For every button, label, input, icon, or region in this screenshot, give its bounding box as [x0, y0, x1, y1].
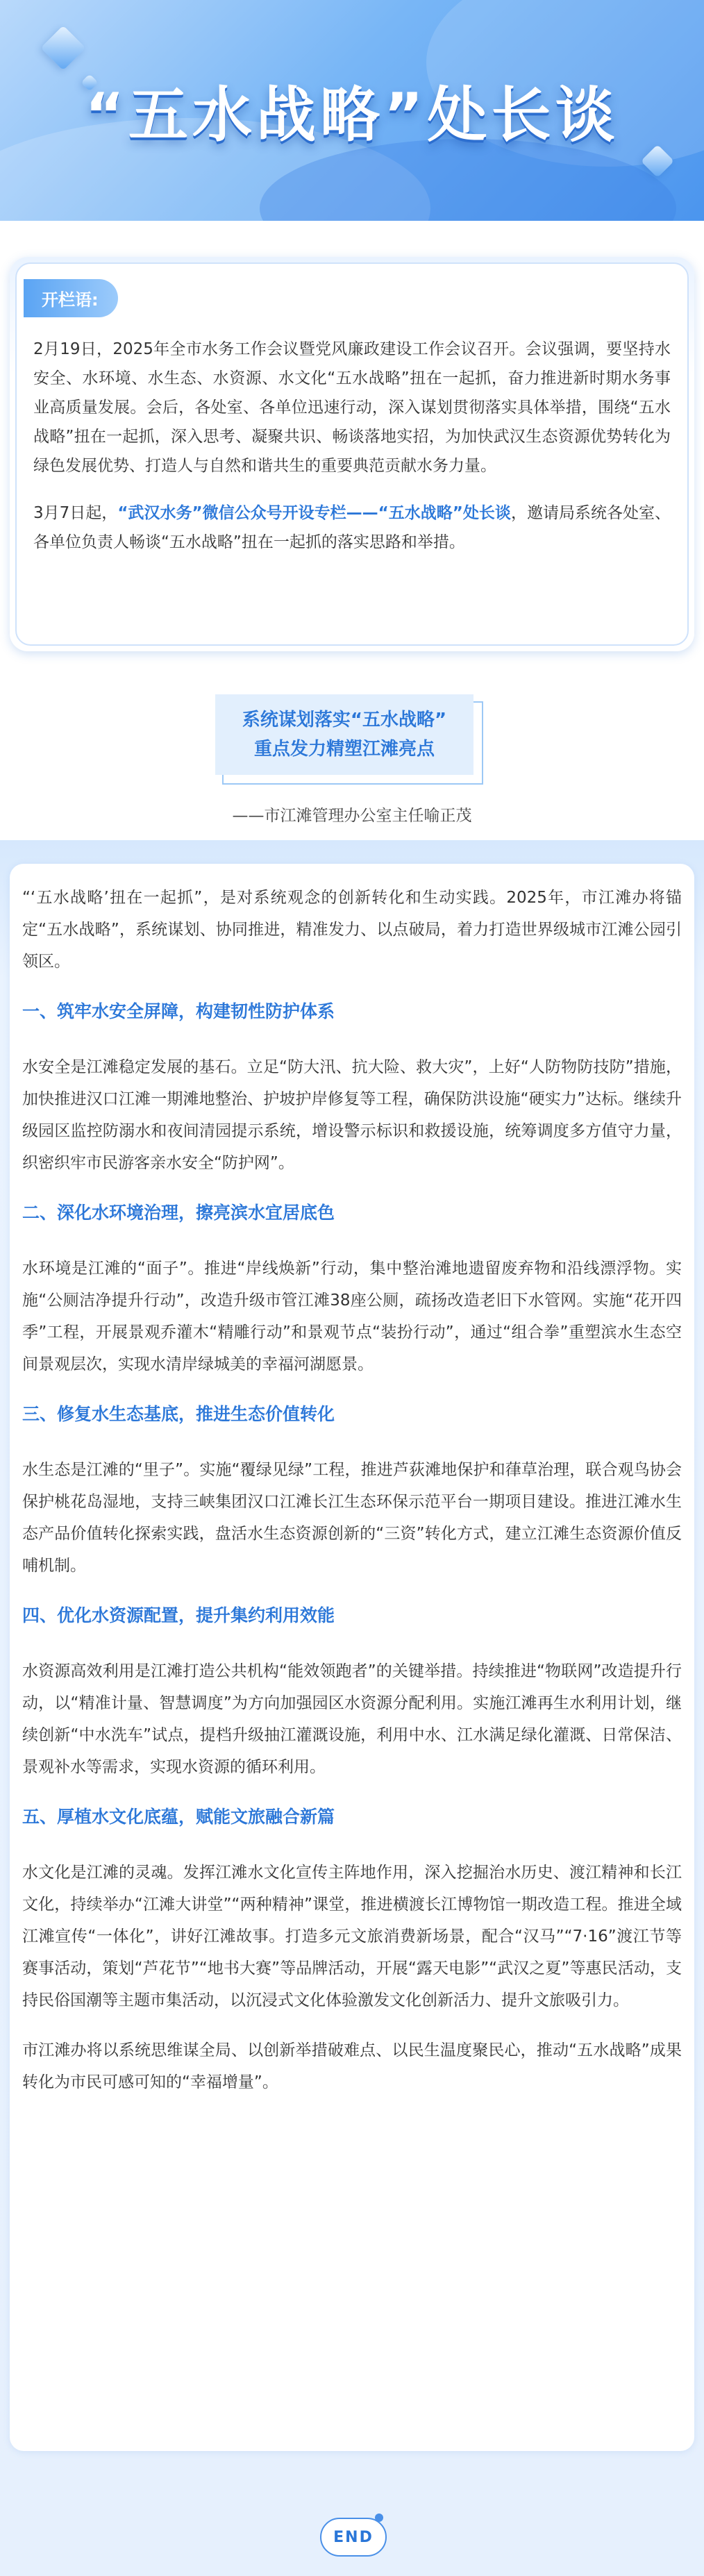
section-heading: 五、厚植水文化底蕴，赋能文旅融合新篇 [22, 1807, 335, 1827]
intro-text-tail: ，邀请局系统各处室、各单位负责人畅谈“五水战略”扭在一起抓的落实思路和举措。 [33, 504, 671, 551]
section-heading: 三、修复水生态基底，推进生态价值转化 [22, 1404, 335, 1424]
subtitle-box [215, 694, 473, 775]
section-paragraph: 水安全是江滩稳定发展的基石。立足“防大汛、抗大险、救大灾”，上好“人防物防技防”措施，加快推进汉口江滩一期滩地整治、护坡护岸修复等工程，确保防洪设施“硬实力”达标。继续升级园区监控防溺水和夜间清园提示系统，增设警示标识和救援设施，统筹调度多方值守力量，织密织牢市民游客亲水安全“防护网”。 [22, 1058, 682, 1172]
section-heading: 二、深化水环境治理，擦亮滨水宜居底色 [22, 1203, 335, 1223]
intro-date-text: 3月7日起， [33, 504, 118, 522]
column-highlight-link[interactable]: “武汉水务”微信公众号开设专栏——“五水战略”处长谈 [117, 504, 511, 522]
article-lead: “‘五水战略’扭在一起抓”，是对系统观念的创新转化和生动实践。2025年，市江滩办将锚定“五水战略”，系统谋划、协同推进，精准发力、以点破局，着力打造世界级城市江滩公园引领区。 [22, 889, 682, 971]
end-marker: END [320, 2518, 387, 2557]
intro-paragraph [33, 499, 671, 557]
intro-paragraph: 2月19日，2025年全市水务工作会议暨党风廉政建设工作会议召开。会议强调，要坚持水安全、水环境、水生态、水资源、水文化“五水战略”扭在一起抓，奋力推进新时期水务事业高质量发展。会后，各处室、各单位迅速行动，深入谋划贯彻落实具体举措，围绕“五水战略”扭在一起抓，深入思考、凝聚共识、畅谈落地实招，为加快武汉生态资源优势转化为绿色发展优势、打造人与自然和谐共生的重要典范贡献水务力量。 [33, 340, 671, 475]
closing-paragraph: 市江滩办将以系统思维谋全局、以创新举措破难点、以民生温度聚民心，推动“五水战略”成果转化为市民可感可知的“幸福增量”。 [22, 2041, 682, 2091]
section-heading: 四、优化水资源配置，提升集约利用效能 [22, 1605, 335, 1625]
intro-card [10, 257, 694, 651]
intro-tag: 开栏语: [24, 279, 118, 317]
section-paragraph: 水资源高效利用是江滩打造公共机构“能效领跑者”的关键举措。持续推进“物联网”改造提升行动，以“精准计量、智慧调度”为方向加强园区水资源分配利用。实施江滩再生水利用计划，继续创新“中水洗车”试点，提档升级抽江灌溉设施，利用中水、江水满足绿化灌溉、日常保洁、景观补水等需求，实现水资源的循环利用。 [22, 1662, 682, 1776]
section-paragraph: 水生态是江滩的“里子”。实施“覆绿见绿”工程，推进芦荻滩地保护和葎草治理，联合观鸟协会保护桃花岛湿地，支持三峡集团汉口江滩长江生态环保示范平台一期项目建设。推进江滩水生态产品价值转化探索实践，盘活水生态资源创新的“三资”转化方式，建立江滩生态资源价值反哺机制。 [22, 1461, 682, 1575]
section-paragraph: 水环境是江滩的“面子”。推进“岸线焕新”行动，集中整治滩地遗留废弃物和沿线漂浮物。实施“公厕洁净提升行动”，改造升级市管江滩38座公厕，疏扬改造老旧下水管网。实施“花开四季”工程，开展景观乔灌木“精雕行动”和景观节点“装扮行动”，通过“组合拳”重塑滨水生态空间景观层次，实现水清岸绿城美的幸福河湖愿景。 [22, 1260, 682, 1373]
page-title: “五水战略”处长谈 [85, 81, 619, 150]
subtitle-line: 系统谋划落实“五水战略” [242, 710, 447, 730]
end-dot-icon [375, 2514, 383, 2522]
subtitle-line: 重点发力精塑江滩亮点 [253, 739, 435, 760]
header-banner [0, 0, 704, 221]
section-heading: 一、筑牢水安全屏障，构建韧性防护体系 [22, 1001, 335, 1021]
author-byline: ——市江滩管理办公室主任喻正茂 [232, 807, 472, 825]
section-paragraph: 水文化是江滩的灵魂。发挥江滩水文化宣传主阵地作用，深入挖掘治水历史、渡江精神和长江文化，持续举办“江滩大讲堂”“两种精神”课堂，推进横渡长江博物馆一期改造工程。推进全域江滩宣传“一体化”，讲好江滩故事。打造多元文旅消费新场景，配合“汉马”“7·16”渡江节等赛事活动，策划“芦花节”“地书大赛”等品牌活动，开展“露天电影”“武汉之夏”等惠民活动，支持民俗国潮等主题市集活动，以沉浸式文化体验激发文化创新活力、提升文旅吸引力。 [22, 1864, 682, 2009]
article-body [22, 882, 682, 2116]
intro-card-inner [15, 262, 689, 646]
cube-decoration-icon [40, 25, 85, 70]
intro-text [33, 335, 671, 575]
